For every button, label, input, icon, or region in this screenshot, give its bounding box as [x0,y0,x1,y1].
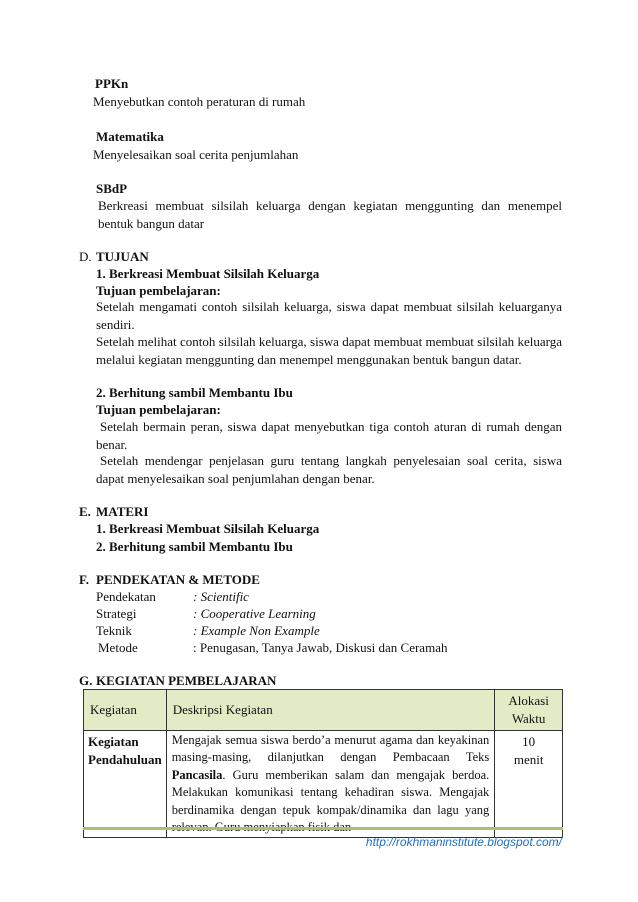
cell-deskripsi [166,731,495,838]
ppkn-title: PPKn [95,76,129,91]
kegiatan-heading: KEGIATAN PEMBELAJARAN [96,673,277,688]
strategi-value: : Cooperative Learning [193,606,316,621]
desc-text-after: . Guru memberikan salam dan mengajak berdoa. Melakukan komunikasi tentang kehadiran siswa. Mengajak berdinamika dengan tepuk kompak/dinamika dan lagu yang [171,767,490,817]
tujuan-item1-title: 1. Berkreasi Membuat Silsilah Keluarga [96,266,320,281]
pendekatan-value: : Scientific [193,589,249,604]
desc-text-before: Mengajak semua siswa berdo’a menurut agama dan keyakinan masing-masing, dilanjutkan dengan Pembacaan Teks [171,733,490,765]
sbdp-line1: Berkreasi membuat silsilah keluarga dengan kegiatan menggunting dan menempel [98,198,562,213]
materi-item1: 1. Berkreasi Membuat Silsilah Keluarga [96,521,320,536]
teknik-value: : Example Non Example [193,623,320,638]
waktu-number: 10 [522,734,536,749]
footer-link[interactable]: http://rokhmaninstitute.blogspot.com/ [365,835,562,849]
pendekatan-label: Pendekatan [96,589,156,604]
header-deskripsi: Deskripsi Kegiatan [166,690,495,731]
matematika-title: Matematika [96,129,164,144]
matematika-text: Menyelesaikan soal cerita penjumlahan [93,147,299,162]
materi-letter: E. [79,504,91,519]
metode-label: Metode [98,640,138,655]
tujuan-item1-subheading: Tujuan pembelajaran: [96,283,221,298]
pendekatan-heading: PENDEKATAN & METODE [96,572,260,587]
ppkn-text: Menyebutkan contoh peraturan di rumah [93,94,306,109]
pendekatan-letter: F. [79,572,89,587]
tujuan-item2-subheading: Tujuan pembelajaran: [96,402,221,417]
sbdp-title: SBdP [96,181,128,196]
cell-kegiatan: Kegiatan Pendahuluan [84,731,167,838]
cell-waktu [495,731,563,838]
teknik-label: Teknik [96,623,132,638]
tujuan-letter: D. [79,249,92,264]
tujuan-item1-p1: Setelah mengamati contoh silsilah keluarga, siswa dapat membuat silsilah keluarganya sendiri. [96,299,562,332]
header-kegiatan: Kegiatan [84,690,167,731]
tujuan-item2-p1: Setelah bermain peran, siswa dapat menyebutkan tiga contoh aturan di rumah dengan benar. [96,419,562,452]
footer-rule [83,827,563,830]
table-header-row [84,690,563,731]
kegiatan-table [83,689,563,838]
tujuan-item2-title: 2. Berhitung sambil Membantu Ibu [96,385,293,400]
tujuan-item2-p2: Setelah mendengar penjelasan guru tentang langkah penyelesaian soal cerita, siswa dapat menyelesaikan soal penjumlahan dengan benar. [96,453,562,486]
header-alokasi: Alokasi Waktu [495,690,563,731]
table-row [84,731,563,838]
tujuan-heading: TUJUAN [96,249,149,264]
materi-heading: MATERI [96,504,149,519]
waktu-unit: menit [513,752,544,767]
materi-item2: 2. Berhitung sambil Membantu Ibu [96,539,293,554]
kegiatan-letter: G. [79,673,93,688]
metode-value: : Penugasan, Tanya Jawab, Diskusi dan Ceramah [193,640,448,655]
desc-text-bold: Pancasila [171,767,223,782]
tujuan-item1-p2: Setelah melihat contoh silsilah keluarga, siswa dapat membuat membuat silsilah keluarga melalui kegiatan menggunting dan menempel menggunakan bentuk bangun datar. [96,334,562,367]
sbdp-line2: bentuk bangun datar [98,216,205,231]
strategi-label: Strategi [96,606,137,621]
